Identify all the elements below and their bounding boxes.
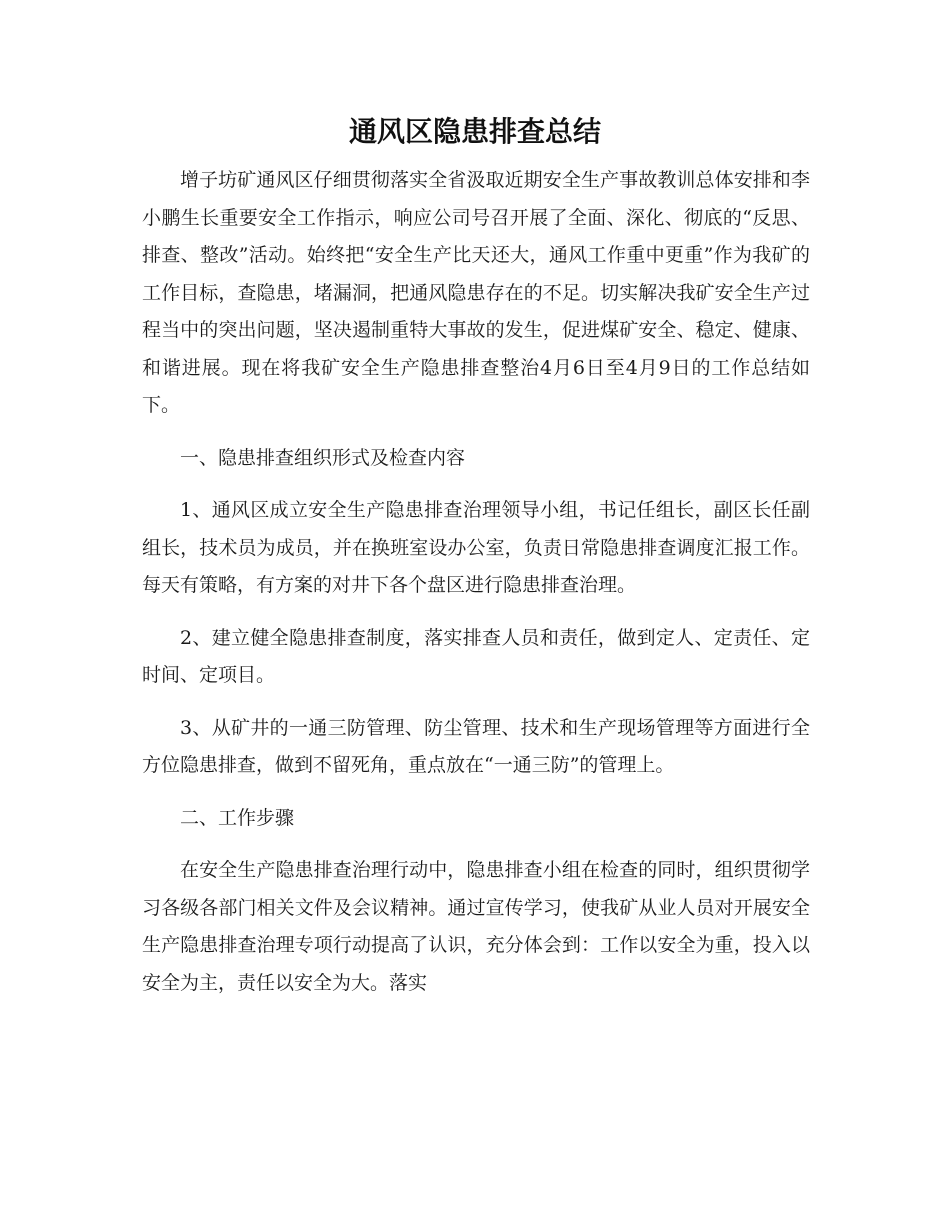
section-heading-1: 一、隐患排查组织形式及检查内容 — [180, 446, 466, 469]
item-paragraph-1: 1、通风区成立安全生产隐患排查治理领导小组，书记任组长，副区长任副组长，技术员为成员，并在换班室设办公室，负责日常隐患排查调度汇报工作。每天有策略，有方案的对井下各个盘区进行隐患排查治理。 — [142, 499, 810, 596]
paragraph-gap — [142, 695, 810, 710]
paragraph-gap — [142, 785, 810, 800]
steps-paragraph: 在安全生产隐患排查治理行动中，隐患排查小组在检查的同时，组织贯彻学习各级各部门相关文件及会议精神。通过宣传学习，使我矿从业人员对开展安全生产隐患排查治理专项行动提高了认识，充分体会到：工作以安全为重，投入以安全为主，责任以安全为大。落实 — [142, 859, 810, 994]
section-heading-2: 二、工作步骤 — [180, 806, 295, 829]
paragraph-gap — [142, 837, 810, 852]
document-title: 通风区隐患排查总结 — [348, 115, 601, 148]
document-body — [142, 162, 810, 1002]
paragraph-gap — [142, 605, 810, 620]
item-paragraph-2: 2、建立健全隐患排查制度，落实排查人员和责任，做到定人、定责任、定时间、定项目。 — [142, 626, 810, 686]
intro-paragraph: 增子坊矿通风区仔细贯彻落实全省汲取近期安全生产事故教训总体安排和李小鹏生长重要安全工作指示，响应公司号召开展了全面、深化、彻底的“反思、排查、整改”活动。始终把“安全生产比天还大，通风工作重中更重”作为我矿的工作目标，查隐患，堵漏洞，把通风隐患存在的不足。切实解决我矿安全生产过程当中的突出问题，坚决遏制重特大事故的发生，促进煤矿安全、稳定、健康、和谐进展。现在将我矿安全生产隐患排查整治4月6日至4月9日的工作总结如下。 — [142, 169, 810, 416]
paragraph-gap — [142, 425, 810, 440]
paragraph-gap — [142, 477, 810, 492]
item-paragraph-3: 3、从矿井的一通三防管理、防尘管理、技术和生产现场管理等方面进行全方位隐患排查，做到不留死角，重点放在“一通三防”的管理上。 — [142, 716, 810, 776]
